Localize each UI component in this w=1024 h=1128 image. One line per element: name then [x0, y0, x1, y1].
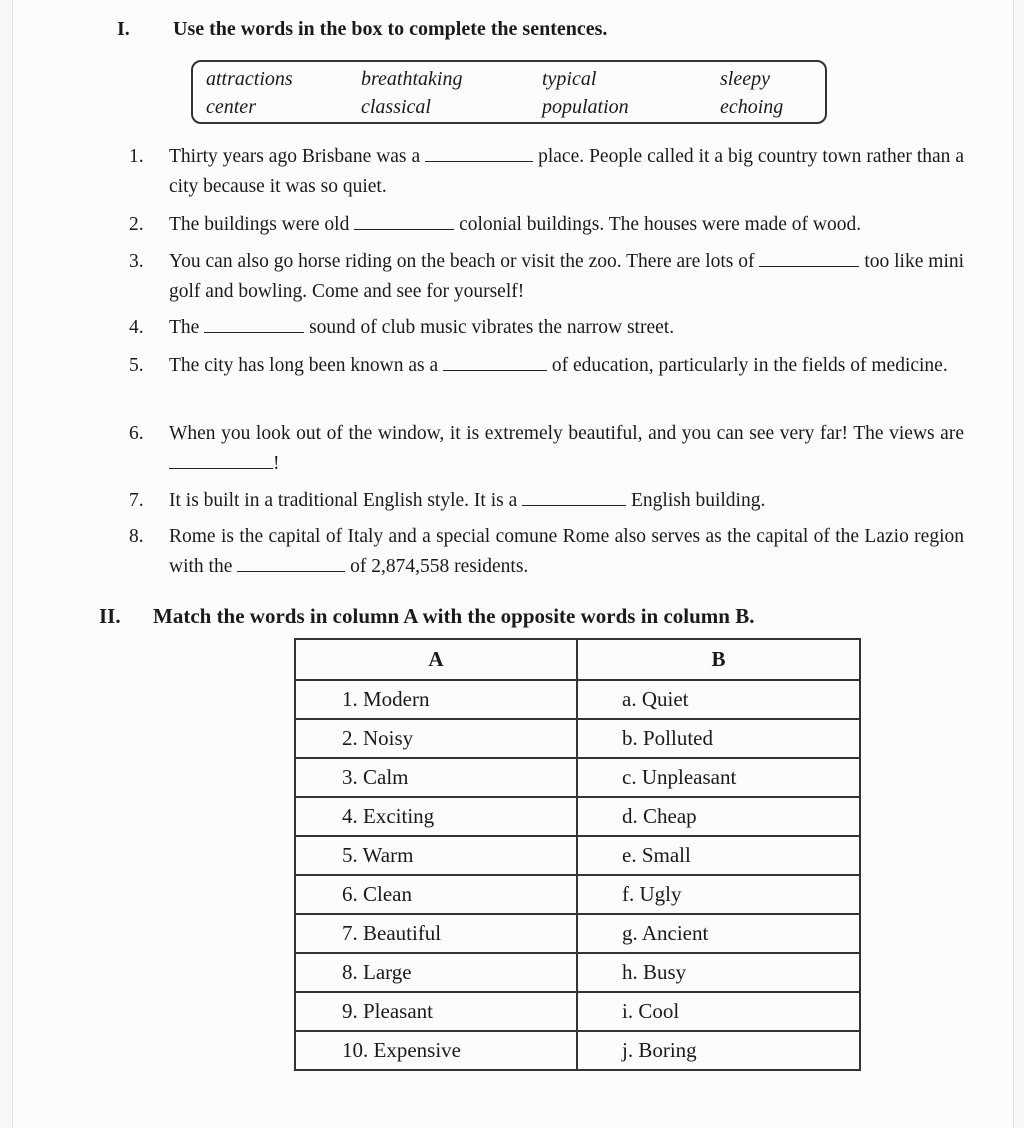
table-row [295, 680, 860, 719]
column-a-cell: 1. Modern [295, 680, 577, 719]
answer-blank-3[interactable] [759, 248, 859, 267]
matching-table [294, 638, 861, 1071]
column-a-cell: 7. Beautiful [295, 914, 577, 953]
column-b-cell: d. Cheap [577, 797, 860, 836]
column-a-cell: 4. Exciting [295, 797, 577, 836]
answer-blank-7[interactable] [522, 487, 626, 506]
column-b-cell: e. Small [577, 836, 860, 875]
column-b-cell: a. Quiet [577, 680, 860, 719]
word-population: population [542, 96, 629, 118]
word-typical: typical [542, 68, 597, 90]
section-2-number: II. [99, 604, 121, 628]
section-1-number: I. [117, 18, 130, 40]
column-a-cell: 2. Noisy [295, 719, 577, 758]
word-classical: classical [361, 96, 431, 118]
answer-blank-8[interactable] [237, 553, 345, 572]
table-row [295, 992, 860, 1031]
column-a-cell: 5. Warm [295, 836, 577, 875]
answer-blank-1[interactable] [425, 143, 533, 162]
table-row [295, 719, 860, 758]
section-2-title: Match the words in column A with the opposite words in column B. [153, 604, 755, 628]
column-b-header: B [577, 639, 860, 680]
column-b-cell: f. Ugly [577, 875, 860, 914]
table-row [295, 875, 860, 914]
word-attractions: attractions [206, 68, 293, 90]
column-b-cell: j. Boring [577, 1031, 860, 1070]
column-a-cell: 8. Large [295, 953, 577, 992]
table-row [295, 914, 860, 953]
table-row [295, 797, 860, 836]
table-row [295, 953, 860, 992]
answer-blank-2[interactable] [354, 211, 454, 230]
word-sleepy: sleepy [720, 68, 770, 90]
column-b-cell: h. Busy [577, 953, 860, 992]
word-center: center [206, 96, 256, 118]
table-row [295, 1031, 860, 1070]
word-breathtaking: breathtaking [361, 68, 463, 90]
table-row [295, 758, 860, 797]
worksheet-page: I. Use the words in the box to complete the sentences. attractions breathtaking typical sleepy center classical population echoing 1. Thirty years ago Brisbane was a place. People called it a big country town rather than a city because it was so quiet. 2. The buildings were old colonial buildings. The houses were made of wood. 3. You can also go horse riding on the beach or visit the zoo. There are lots of too like mini golf and bowling. Come and see for yourself! 4. The sound of club music vibrates the narrow street. 5. The city has long been known as a of education, particularly in the fields of medicine. 6. When you look out of the window, it is extremely beautiful, and you can see very far! The views are ! 7. It is built in a traditional English style. It is a English building. 8. Rome is the capital of Italy and a special comune Rome also serves as the capital of the Lazio region with the of 2,874,558 residents. II. Match the words in column A with the opposite words in column B. A B 1. Modern a. Quiet 2. Noisy b. Polluted 3. Calm c. Unpleasant 4. Exciting d. Cheap 5. Warm e. Small 6. Clean f. Ugly 7. Beautiful g. Ancient 8. Large h. Busy 9. Pleasant i. Cool 10. Expensive j. Boring [12, 0, 1014, 1128]
section-1-title: Use the words in the box to complete the sentences. [173, 18, 608, 40]
table-row [295, 836, 860, 875]
column-b-cell: i. Cool [577, 992, 860, 1031]
column-b-cell: g. Ancient [577, 914, 860, 953]
answer-blank-4[interactable] [204, 314, 304, 333]
answer-blank-6[interactable] [169, 450, 273, 469]
column-a-cell: 10. Expensive [295, 1031, 577, 1070]
column-a-cell: 3. Calm [295, 758, 577, 797]
answer-blank-5[interactable] [443, 352, 547, 371]
column-b-cell: c. Unpleasant [577, 758, 860, 797]
column-a-cell: 6. Clean [295, 875, 577, 914]
column-a-header: A [295, 639, 577, 680]
column-a-cell: 9. Pleasant [295, 992, 577, 1031]
word-echoing: echoing [720, 96, 784, 118]
word-box [191, 60, 827, 124]
column-b-cell: b. Polluted [577, 719, 860, 758]
